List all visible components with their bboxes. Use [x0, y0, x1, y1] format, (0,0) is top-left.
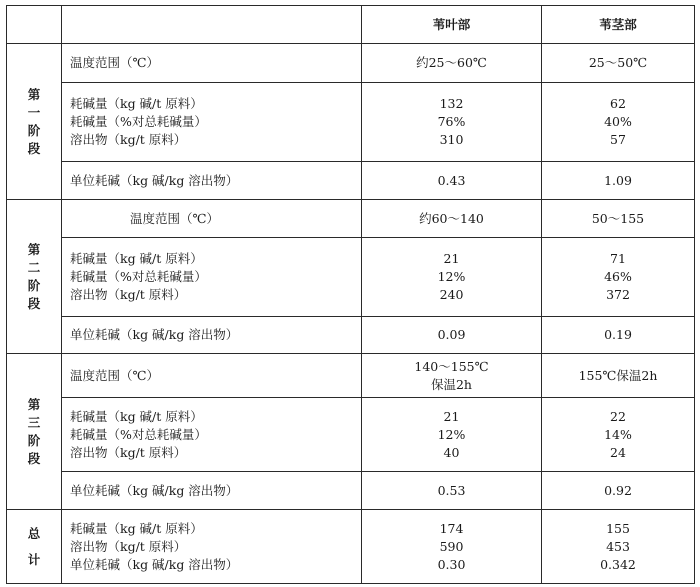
metric-value: 24: [610, 444, 626, 460]
header-blank-cell: [62, 6, 362, 44]
metric-label: 耗碱量（kg 碱/t 原料）: [70, 96, 203, 111]
stage3-temp-label: 温度范围（℃）: [62, 354, 362, 398]
metric-label: 溶出物（kg/t 原料）: [70, 444, 187, 460]
metric-label: 耗碱量（kg 碱/t 原料）: [70, 251, 203, 266]
stage2-metrics-row: [7, 238, 695, 317]
metric-value: 590: [439, 538, 464, 554]
stage3-unit-label: 单位耗碱（kg 碱/kg 溶出物）: [62, 472, 362, 510]
stage1-metrics-row: [7, 83, 695, 162]
metric-label: 耗碱量（%对总耗碱量）: [70, 426, 207, 442]
stage1-unit-leaf: 0.43: [362, 162, 542, 200]
header-leaf: 苇叶部: [362, 6, 542, 44]
stage1-metric-stem-values: [542, 83, 695, 162]
stage1-temp-label: 温度范围（℃）: [62, 44, 362, 83]
metric-label: 耗碱量（kg 碱/t 原料）: [70, 520, 203, 536]
total-metric-labels: [62, 510, 362, 584]
metric-value: 21: [443, 251, 460, 266]
stage2-metric-leaf-values: [362, 238, 542, 317]
stage1-label: 第一阶段: [7, 44, 62, 200]
header-corner-cell: [7, 6, 62, 44]
stage2-unit-label: 单位耗碱（kg 碱/kg 溶出物）: [62, 317, 362, 354]
stage1-temp-leaf: 约25～60℃: [362, 44, 542, 83]
stage3-temp-row: [7, 354, 695, 398]
stage1-temp-stem: 25～50℃: [542, 44, 695, 83]
stage2-temp-label: 温度范围（℃）: [62, 200, 362, 238]
metric-value: 240: [439, 287, 464, 302]
metric-value: 76%: [437, 114, 466, 129]
metric-value: 62: [610, 96, 626, 111]
metric-value: 0.30: [437, 556, 466, 572]
header-stem: 苇茎部: [542, 6, 695, 44]
stage3-metric-leaf-values: [362, 398, 542, 472]
stage2-unit-row: [7, 317, 695, 354]
stage3-unit-stem: 0.92: [542, 472, 695, 510]
stage1-unit-label: 单位耗碱（kg 碱/kg 溶出物）: [62, 162, 362, 200]
metric-value: 40%: [604, 114, 632, 129]
metric-label: 单位耗碱（kg 碱/kg 溶出物）: [70, 556, 239, 572]
metric-value: 155: [606, 520, 630, 536]
stage3-unit-row: [7, 472, 695, 510]
stage1-unit-row: [7, 162, 695, 200]
metric-value: 12%: [437, 426, 466, 442]
metric-label: 溶出物（kg/t 原料）: [70, 287, 187, 302]
metric-label: 耗碱量（kg 碱/t 原料）: [70, 408, 203, 424]
stage3-temp-leaf-line2: 保温2h: [430, 376, 472, 392]
stage3-temp-leaf-line1: 140～155℃: [414, 358, 489, 374]
stage3-temp-stem: 155℃保温2h: [542, 354, 695, 398]
metric-value: 46%: [604, 269, 632, 284]
stage2-temp-row: [7, 200, 695, 238]
metric-value: 372: [606, 287, 630, 302]
stage2-unit-leaf: 0.09: [362, 317, 542, 354]
metric-value: 21: [443, 408, 460, 424]
stage1-temp-row: [7, 44, 695, 83]
metric-value: 310: [439, 132, 464, 147]
stage3-metric-stem-values: [542, 398, 695, 472]
metric-label: 耗碱量（%对总耗碱量）: [70, 269, 207, 284]
stage3-temp-leaf: [362, 354, 542, 398]
metric-value: 12%: [437, 269, 466, 284]
alkali-consumption-table: [6, 5, 695, 584]
stage3-metrics-row: [7, 398, 695, 472]
stage1-unit-stem: 1.09: [542, 162, 695, 200]
total-leaf-values: [362, 510, 542, 584]
stage3-metric-labels: [62, 398, 362, 472]
table-header-row: [7, 6, 695, 44]
metric-value: 40: [443, 444, 460, 460]
metric-value: 453: [606, 538, 630, 554]
total-stem-values: [542, 510, 695, 584]
metric-value: 0.342: [600, 556, 636, 572]
metric-value: 14%: [604, 426, 632, 442]
stage2-label: 第二阶段: [7, 200, 62, 354]
metric-label: 溶出物（kg/t 原料）: [70, 538, 187, 554]
stage2-unit-stem: 0.19: [542, 317, 695, 354]
stage3-unit-leaf: 0.53: [362, 472, 542, 510]
metric-value: 22: [610, 408, 626, 424]
stage2-metric-labels: [62, 238, 362, 317]
metric-value: 57: [610, 132, 626, 147]
metric-value: 71: [610, 251, 626, 266]
stage1-metric-labels: [62, 83, 362, 162]
metric-label: 溶出物（kg/t 原料）: [70, 132, 187, 147]
stage2-temp-leaf: 约60～140: [362, 200, 542, 238]
total-label: 总计: [7, 510, 62, 584]
total-row: [7, 510, 695, 584]
metric-value: 132: [439, 96, 464, 111]
stage2-temp-stem: 50～155: [542, 200, 695, 238]
stage3-label: 第三阶段: [7, 354, 62, 510]
metric-label: 耗碱量（%对总耗碱量）: [70, 114, 207, 129]
stage2-metric-stem-values: [542, 238, 695, 317]
stage1-metric-leaf-values: [362, 83, 542, 162]
metric-value: 174: [439, 520, 464, 536]
